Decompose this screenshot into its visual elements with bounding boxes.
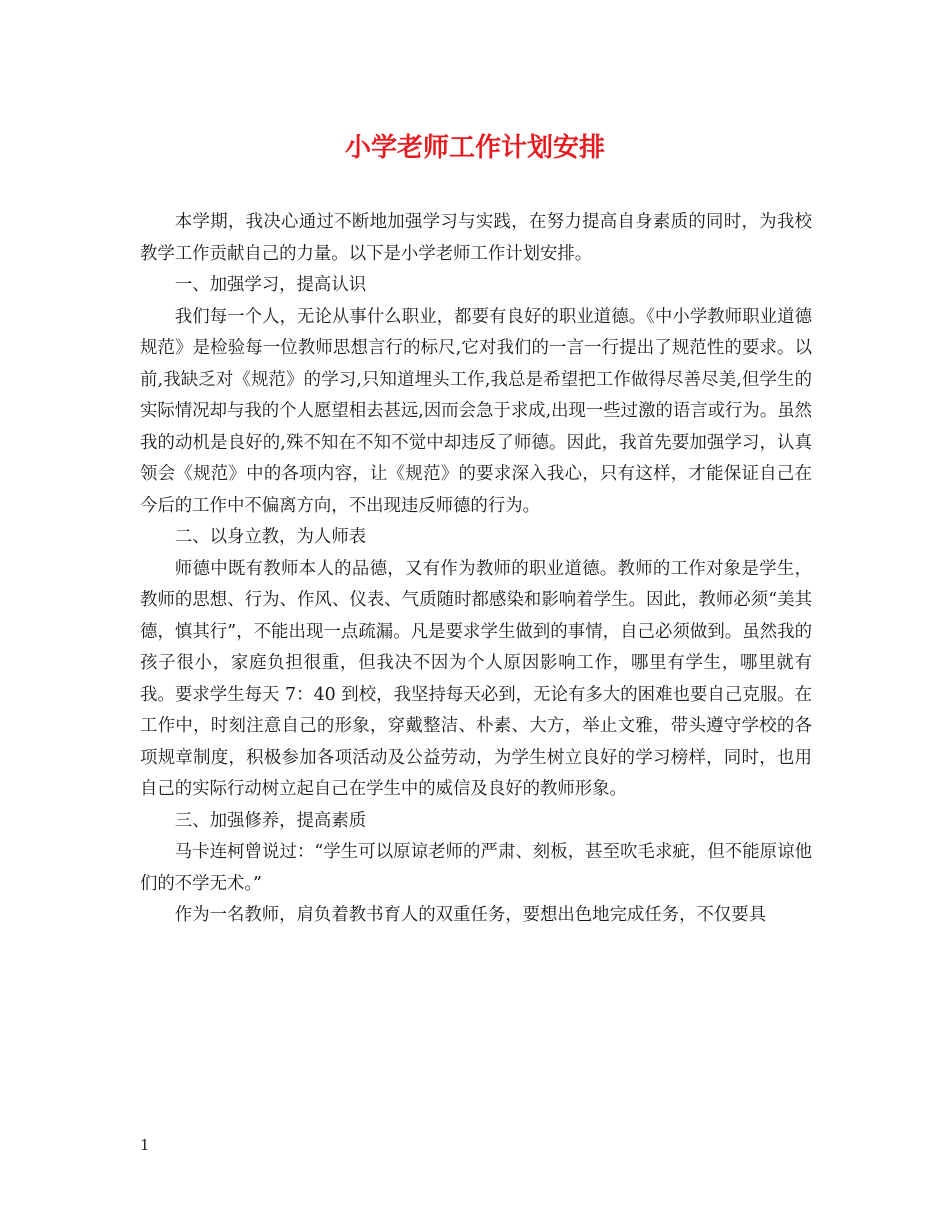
- section-heading-2: 二、以身立教，为人师表: [174, 527, 367, 547]
- document-body: [140, 207, 812, 932]
- paragraph-quote: 马卡连柯曾说过：“学生可以原谅老师的严肃、刻板，甚至吹毛求疵，但不能原谅他们的不学无术。”: [140, 842, 812, 894]
- document-title: 小学老师工作计划安排: [344, 133, 605, 163]
- paragraph-section-2: 师德中既有教师本人的品德，又有作为教师的职业道德。教师的工作对象是学生，教师的思想、行为、作风、仪表、气质随时都感染和影响着学生。因此，教师必须“美其德，慎其行”，不能出现一点疏漏。凡是要求学生做到的事情，自己必须做到。虽然我的孩子很小，家庭负担很重，但我决不因为个人原因影响工作，哪里有学生，哪里就有我。要求学生每天 7：40 到校，我坚持每天必到，无论有多大的困难也要自己克服。在工作中，时刻注意自己的形象，穿戴整洁、朴素、大方，举止文雅，带头遵守学校的各项规章制度，积极参加各项活动及公益劳动，为学生树立良好的学习榜样，同时，也用自己的实际行动树立起自己在学生中的威信及良好的教师形象。: [140, 558, 812, 799]
- paragraph-section-1: 我们每一个人，无论从事什么职业，都要有良好的职业道德。《中小学教师职业道德规范》是检验每一位教师思想言行的标尺,它对我们的一言一行提出了规范性的要求。以前,我缺乏对《规范》的学习,只知道埋头工作,我总是希望把工作做得尽善尽美,但学生的实际情况却与我的个人愿望相去甚远,因而会急于求成,出现一些过激的语言或行为。虽然我的动机是良好的,殊不知在不知不觉中却违反了师德。因此，我首先要加强学习，认真领会《规范》中的各项内容，让《规范》的要求深入我心，只有这样，才能保证自己在今后的工作中不偏离方向，不出现违反师德的行为。: [140, 306, 812, 516]
- paragraph-intro: 本学期，我决心通过不断地加强学习与实践，在努力提高自身素质的同时，为我校教学工作贡献自己的力量。以下是小学老师工作计划安排。: [140, 212, 812, 264]
- section-heading-1: 一、加强学习，提高认识: [174, 275, 367, 295]
- section-heading-3: 三、加强修养，提高素质: [174, 810, 367, 831]
- paragraph-section-3: 作为一名教师，肩负着教书育人的双重任务，要想出色地完成任务，不仅要具: [174, 905, 767, 925]
- page-number: 1: [140, 1136, 150, 1154]
